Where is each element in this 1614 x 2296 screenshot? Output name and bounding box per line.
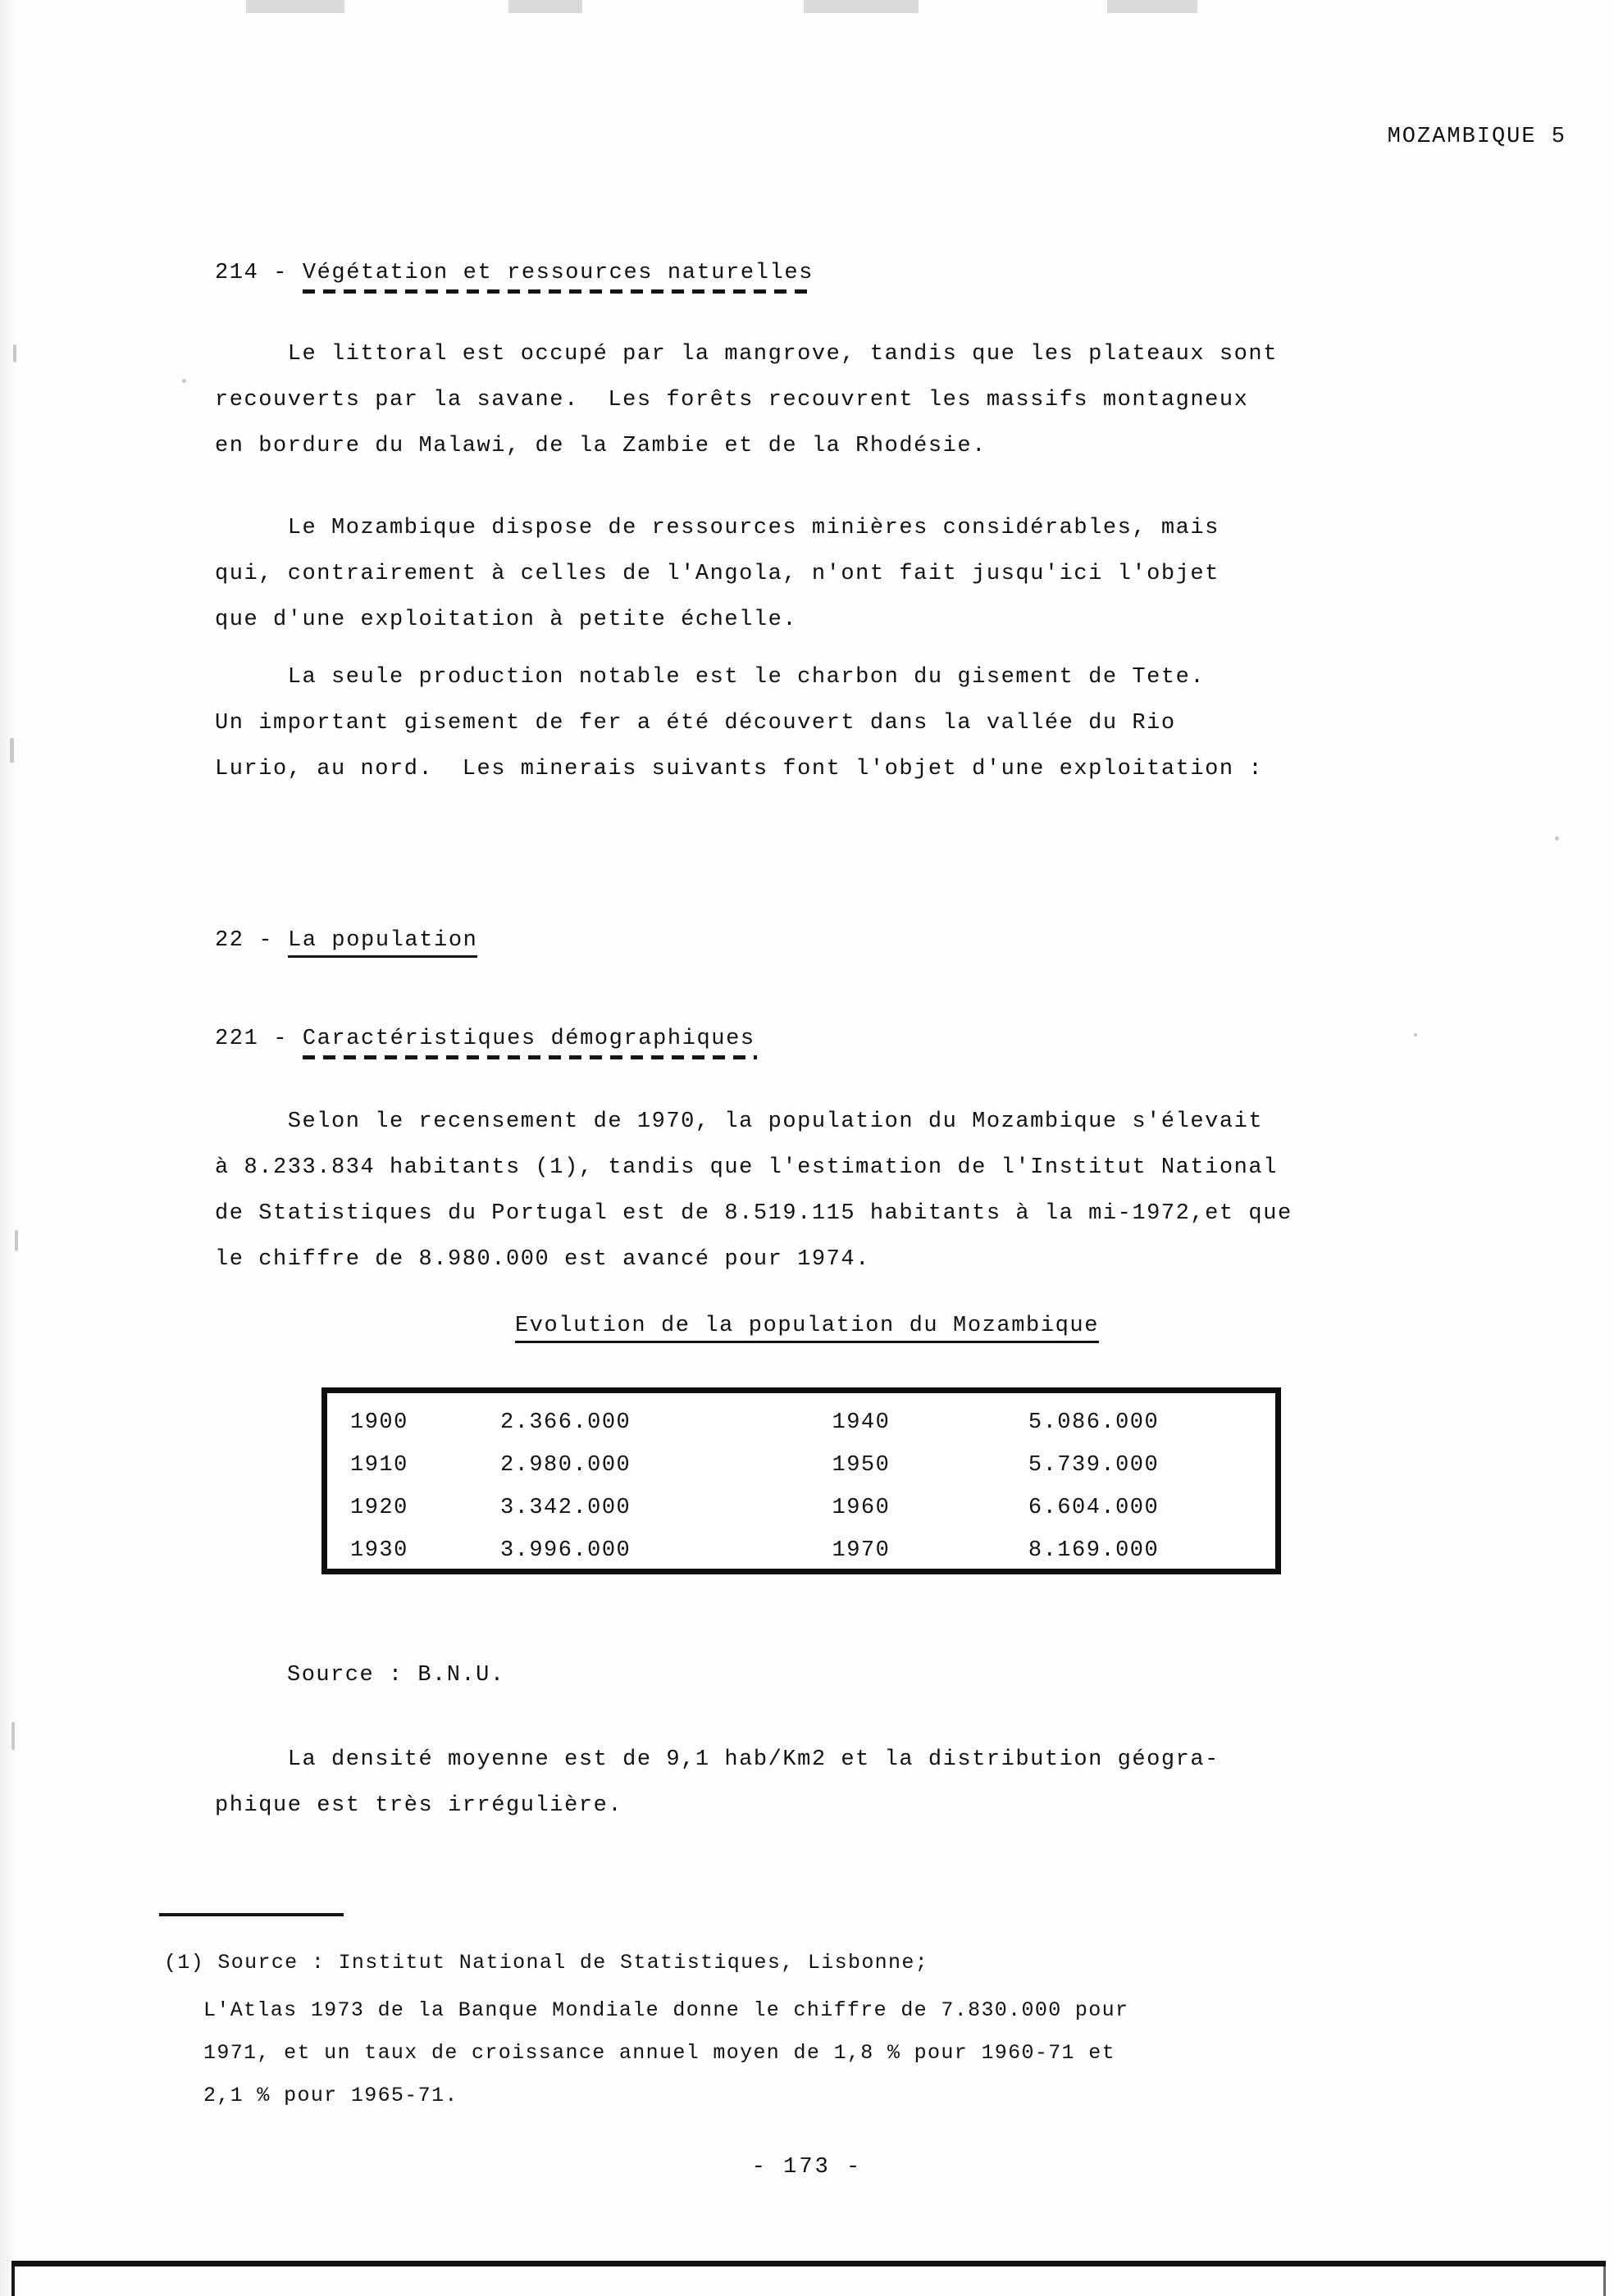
paragraph-ressources-minieres bbox=[215, 505, 1429, 643]
paragraph-densite bbox=[215, 1737, 1429, 1829]
table-cell-year: 1950 bbox=[832, 1453, 891, 1478]
section-number-221: 221 - bbox=[215, 1027, 303, 1051]
section-number-214: 214 - bbox=[215, 261, 303, 285]
paragraph-line: Lurio, au nord. Les minerais suivants font l'objet d'une exploitation : bbox=[215, 757, 1264, 781]
paragraph-line: qui, contrairement à celles de l'Angola, n'ont fait jusqu'ici l'objet bbox=[215, 562, 1220, 586]
table-source: Source : B.N.U. bbox=[287, 1663, 505, 1688]
table-row bbox=[327, 1529, 1275, 1572]
scan-left-edge-artifact bbox=[0, 0, 21, 2296]
scan-top-artifact bbox=[508, 0, 582, 13]
paragraph-line: Un important gisement de fer a été découvert dans la vallée du Rio bbox=[215, 711, 1176, 736]
paragraph-line: La densité moyenne est de 9,1 hab/Km2 et la distribution géogra- bbox=[215, 1747, 1220, 1772]
paragraph-line: Selon le recensement de 1970, la population du Mozambique s'élevait bbox=[215, 1109, 1264, 1134]
table-cell-value: 8.169.000 bbox=[1028, 1538, 1160, 1563]
running-head: MOZAMBIQUE 5 bbox=[1387, 125, 1566, 149]
scan-bottom-rule-artifact bbox=[11, 2261, 1606, 2266]
table-cell-year: 1920 bbox=[350, 1496, 408, 1520]
paragraph-line: La seule production notable est le charbon du gisement de Tete. bbox=[215, 665, 1206, 690]
paragraph-line: phique est très irrégulière. bbox=[215, 1793, 623, 1818]
footnote-line: 1971, et un taux de croissance annuel moyen de 1,8 % pour 1960-71 et bbox=[203, 2041, 1115, 2065]
paragraph-line: que d'une exploitation à petite échelle. bbox=[215, 608, 798, 632]
table-cell-value: 2.980.000 bbox=[499, 1453, 631, 1478]
section-title-221: Caractéristiques démographiques bbox=[303, 1027, 755, 1054]
table-cell-value: 5.739.000 bbox=[1028, 1453, 1160, 1478]
table-cell-year: 1900 bbox=[350, 1410, 408, 1435]
table-cell-value: 5.086.000 bbox=[1028, 1410, 1160, 1435]
paragraph-line: en bordure du Malawi, de la Zambie et de la Rhodésie. bbox=[215, 434, 987, 458]
footnote-marker-line: (1) Source : Institut National de Statistiques, Lisbonne; bbox=[164, 1951, 929, 1975]
table-row bbox=[327, 1487, 1275, 1529]
table-cell-value: 3.996.000 bbox=[499, 1538, 631, 1563]
section-title-22: La population bbox=[288, 928, 477, 958]
population-table bbox=[321, 1387, 1281, 1574]
paragraph-line: de Statistiques du Portugal est de 8.519.115 habitants à la mi-1972,et que bbox=[215, 1201, 1293, 1226]
table-cell-value: 2.366.000 bbox=[499, 1410, 631, 1435]
table-cell-value: 6.604.000 bbox=[1028, 1496, 1160, 1520]
table-caption-text: Evolution de la population du Mozambique bbox=[515, 1314, 1099, 1343]
footnote-line: 2,1 % pour 1965-71. bbox=[203, 2084, 458, 2107]
section-heading-214 bbox=[215, 261, 814, 285]
paragraph-charbon-tete bbox=[215, 654, 1429, 792]
scan-speck bbox=[1555, 836, 1559, 840]
table-cell-year: 1970 bbox=[832, 1538, 891, 1563]
table-row bbox=[327, 1444, 1275, 1487]
paragraph-line: le chiffre de 8.980.000 est avancé pour 1974. bbox=[215, 1247, 870, 1272]
table-caption bbox=[0, 1314, 1614, 1338]
paragraph-littoral bbox=[215, 331, 1429, 469]
footnote-line: L'Atlas 1973 de la Banque Mondiale donne le chiffre de 7.830.000 pour bbox=[203, 1998, 1129, 2022]
scan-top-artifact bbox=[1107, 0, 1197, 13]
paragraph-line: recouverts par la savane. Les forêts recouvrent les massifs montagneux bbox=[215, 388, 1249, 412]
section-title-214: Végétation et ressources naturelles bbox=[303, 261, 814, 288]
scan-speck bbox=[1414, 1033, 1417, 1036]
table-cell-year: 1960 bbox=[832, 1496, 891, 1520]
table-cell-year: 1940 bbox=[832, 1410, 891, 1435]
table-cell-value: 3.342.000 bbox=[499, 1496, 631, 1520]
scan-top-artifact bbox=[246, 0, 344, 13]
section-heading-221 bbox=[215, 1027, 755, 1051]
scan-speck bbox=[182, 379, 186, 383]
footnote-separator-rule bbox=[159, 1913, 344, 1916]
paragraph-line: Le littoral est occupé par la mangrove, tandis que les plateaux sont bbox=[215, 342, 1278, 367]
scan-top-artifact bbox=[804, 0, 919, 13]
table-cell-year: 1910 bbox=[350, 1453, 408, 1478]
paragraph-recensement bbox=[215, 1099, 1429, 1282]
footnote-block bbox=[164, 1942, 1394, 2117]
section-heading-22 bbox=[215, 928, 477, 953]
table-row bbox=[327, 1393, 1275, 1444]
section-number-22: 22 - bbox=[215, 928, 289, 953]
page-number: - 173 - bbox=[751, 2155, 863, 2180]
paragraph-line: à 8.233.834 habitants (1), tandis que l'estimation de l'Institut National bbox=[215, 1155, 1278, 1180]
table-cell-year: 1930 bbox=[350, 1538, 408, 1563]
paragraph-line: Le Mozambique dispose de ressources minières considérables, mais bbox=[215, 516, 1220, 540]
